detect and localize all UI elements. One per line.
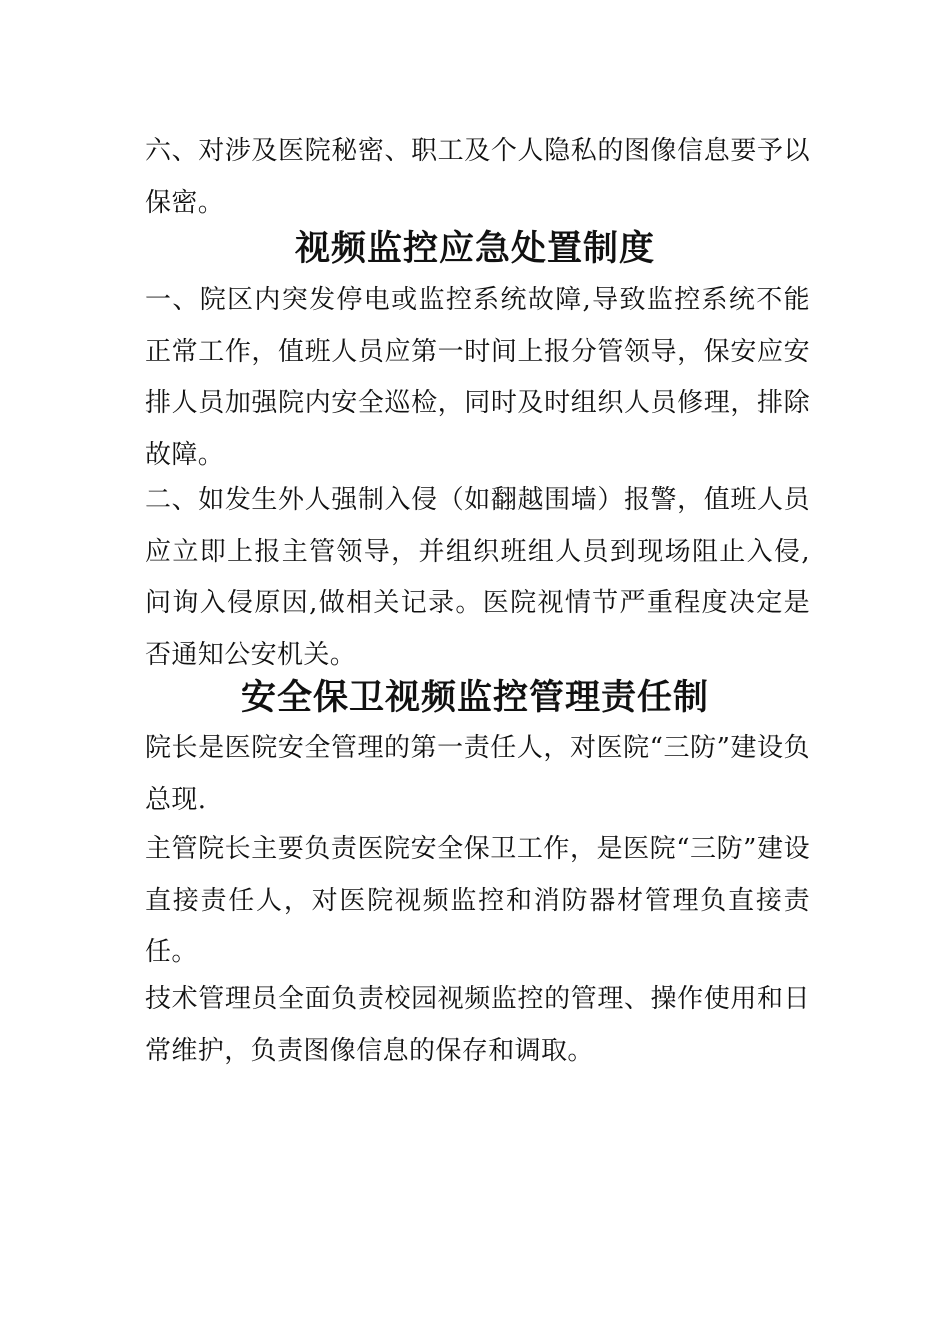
section-title-responsibility: 安全保卫视频监控管理责任制 <box>240 678 709 718</box>
section1-paragraph-1: 一、院区内突发停电或监控系统故障,导致监控系统不能正常工作，值班人员应第一时间上报分管领导，保安应安排人员加强院内安全巡检，同时及时组织人员修理，排除故障。 <box>145 285 810 470</box>
section-title-emergency: 视频监控应急处置制度 <box>294 229 655 269</box>
section2-paragraph-3: 技术管理员全面负责校园视频监控的管理、操作使用和日常维护，负责图像信息的保存和调取。 <box>145 984 810 1066</box>
section2-paragraph-1: 院长是医院安全管理的第一责任人，对医院“三防”建设负总现. <box>145 733 810 815</box>
section2-paragraph-2: 主管院长主要负责医院安全保卫工作，是医院“三防”建设直接责任人，对医院视频监控和消防器材管理负直接责任。 <box>145 834 810 967</box>
intro-paragraph: 六、对涉及医院秘密、职工及个人隐私的图像信息要予以保密。 <box>145 136 810 218</box>
section1-paragraph-2: 二、如发生外人强制入侵（如翻越围墙）报警，值班人员应立即上报主管领导，并组织班组人员到现场阻止入侵,问询入侵原因,做相关记录。医院视情节严重程度决定是否通知公安机关。 <box>145 485 810 670</box>
